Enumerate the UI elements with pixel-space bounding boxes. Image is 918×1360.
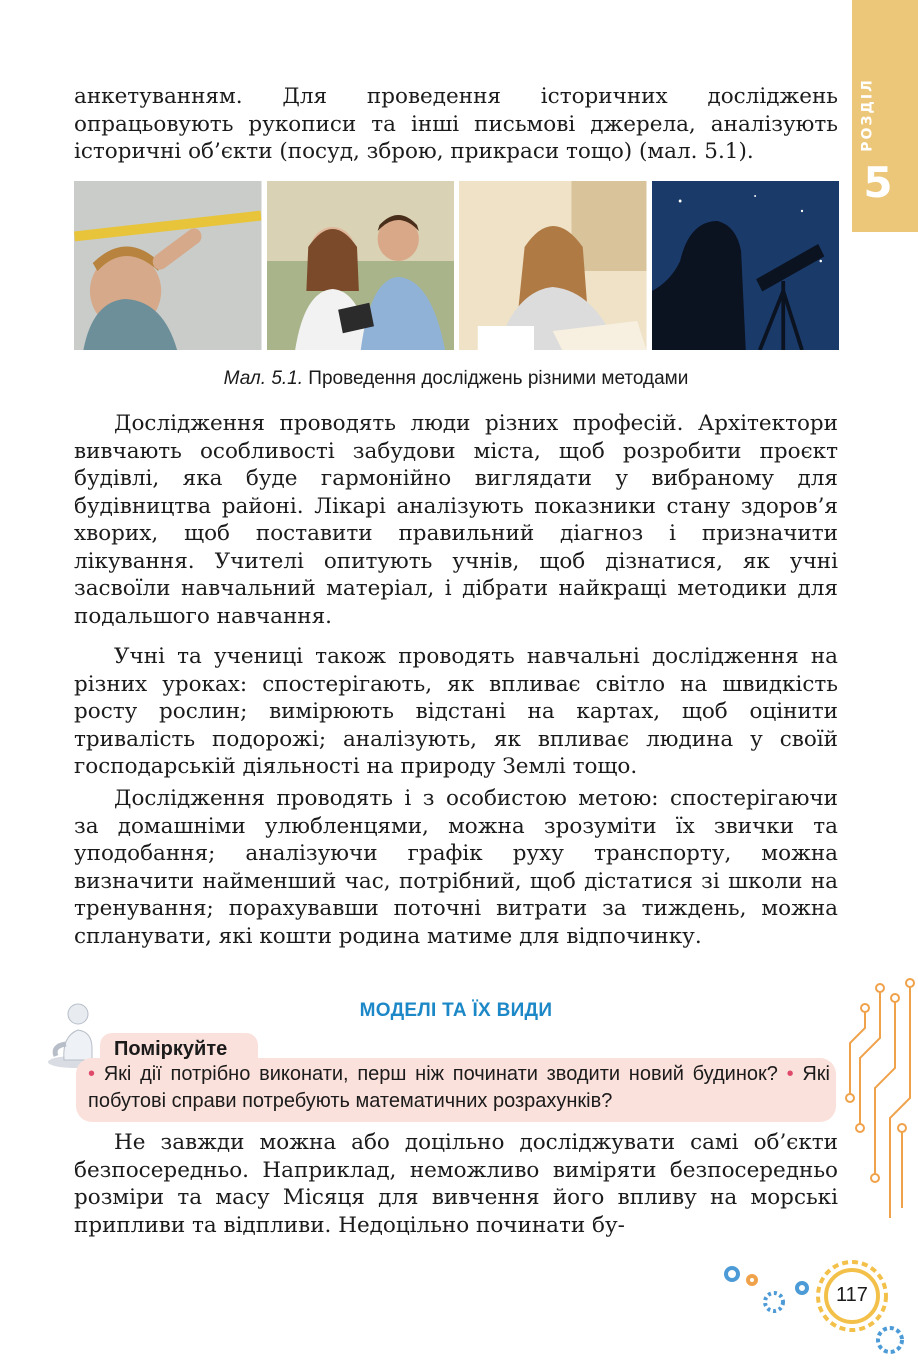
think-title: Поміркуйте bbox=[114, 1038, 228, 1060]
photo-boy-measuring bbox=[74, 181, 262, 350]
gears-decoration-icon bbox=[712, 1240, 918, 1360]
paragraph-models: Не завжди можна або доцільно досліджувати самі об’єкти безпосередньо. Наприклад, неможливо виміряти безпосередньо розміри та масу Місяця для вивчення його впливу на морські припливи та відпливи. Недоцільно починати бу- bbox=[74, 1130, 838, 1238]
top-paragraph: анкетуванням. Для проведення історичних досліджень опрацьовують рукописи та інші письмові джерела, аналізують історичні об’єкти (посуд, зброю, прикраси тощо) (мал. 5.1). bbox=[74, 84, 838, 164]
photo-interview bbox=[267, 181, 455, 350]
photo-telescope-night bbox=[652, 181, 840, 350]
figure-5-1-photos bbox=[74, 181, 839, 350]
photo-girl-writing bbox=[459, 181, 647, 350]
bullet-1: • bbox=[88, 1063, 96, 1085]
chapter-number: 5 bbox=[863, 158, 893, 207]
circuit-decoration-icon bbox=[840, 978, 918, 1238]
chapter-tab bbox=[852, 0, 918, 232]
figure-caption bbox=[74, 368, 838, 390]
page-number: 117 bbox=[836, 1284, 868, 1306]
paragraph-personal: Дослідження проводять і з особистою метою: спостерігаючи за домашніми улюбленцями, можна зрозуміти їх звички та уподобання; аналізуючи графік руху транспорту, можна визначити найменший час, потрібний, щоб дістатися зі школи на тренування; порахувавши поточні витрати за тиждень, можна спланувати, які кошти родина матиме для відпочинку. bbox=[74, 786, 838, 949]
question-1: Які дії потрібно виконати, перш ніж починати зводити новий будинок? bbox=[95, 1063, 787, 1085]
bullet-2: • bbox=[786, 1063, 794, 1085]
caption-label: Мал. 5.1. bbox=[223, 368, 304, 389]
paragraph-students: Учні та учениці також проводять навчальні дослідження на різних уроках: спостерігають, як впливає світло на швидкість росту рослин; вимірюють відстані на картах, щоб оцінити тривалість подорожі; аналізують, як впливає людина у своїй господарській діяльності на природу Землі тощо. bbox=[74, 644, 838, 779]
caption-text: Проведення досліджень різними методами bbox=[303, 368, 689, 389]
question-2: Які побутові справи потребують математичних розрахунків? bbox=[88, 1063, 830, 1112]
think-questions bbox=[88, 1061, 830, 1115]
paragraph-professions: Дослідження проводять люди різних професій. Архітектори вивчають особливості забудови міста, щоб розробити проєкт будівлі, яка буде гармонійно виглядати у вибраному для будівництва районі. Лікарі аналізують показники стану здоров’я хворих, щоб поставити правильний діагноз і призначити лікування. Учителі опитують учнів, щоб дізнатися, як учні засвоїли навчальний матеріал, і дібрати найкращі методики для подальшого навчання. bbox=[74, 411, 838, 629]
chapter-label: РОЗДІЛ bbox=[860, 78, 877, 152]
section-title: МОДЕЛІ ТА ЇХ ВИДИ bbox=[359, 1000, 553, 1021]
